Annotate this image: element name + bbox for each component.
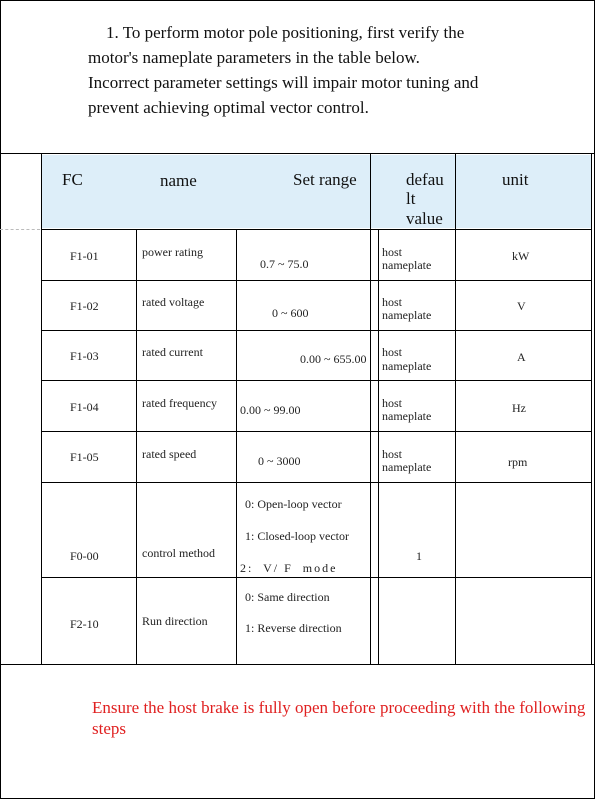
row-name: Run direction (142, 614, 208, 628)
header-bottom-border (41, 229, 591, 230)
row-range: 0 ~ 600 (272, 306, 309, 320)
row-divider (41, 577, 591, 578)
row-divider (41, 482, 591, 483)
row-default-line1: host (382, 447, 403, 461)
warning-note: Ensure the host brake is fully open before proceeding with the following steps (92, 698, 586, 738)
row-name: rated speed (142, 447, 197, 461)
row-default-line1: host (382, 245, 403, 259)
row-range-option: 0: Same direction (245, 590, 330, 604)
header-default-line3: value (406, 209, 443, 228)
header-default-line1: defau (406, 170, 444, 189)
row-range-option: 0: Open-loop vector (245, 497, 342, 511)
table-top-border (0, 153, 595, 154)
row-name: rated current (142, 345, 203, 359)
row-default-line1: host (382, 396, 403, 410)
row-unit: Hz (512, 401, 526, 415)
row-default-line1: host (382, 345, 403, 359)
row-range-option: 2: V/ F mode (240, 561, 338, 575)
row-fc: F1-01 (70, 249, 99, 263)
row-default: 1 (416, 549, 422, 563)
intro-paragraph: 1. To perform motor pole positioning, first verify the motor's nameplate parameters in the table below. Incorrect parameter settings will impair motor tuning and prevent achieving optimal vector control. (88, 23, 479, 117)
row-range-option: 1: Closed-loop vector (245, 529, 349, 543)
row-unit: rpm (508, 455, 528, 469)
row-fc: F1-05 (70, 450, 99, 464)
row-divider (41, 431, 591, 432)
dashed-guide (0, 229, 40, 230)
row-divider (41, 380, 591, 381)
row-fc: F1-02 (70, 299, 99, 313)
col-divider (136, 229, 137, 664)
row-default-line2: nameplate (382, 258, 432, 272)
table-header-background (41, 155, 591, 228)
table-bottom-border (0, 664, 595, 665)
row-fc: F2-10 (70, 617, 99, 631)
header-name: name (160, 171, 197, 190)
row-range: 0.00 ~ 655.00 (300, 352, 367, 366)
row-range-option: 1: Reverse direction (245, 621, 342, 635)
row-default-line2: nameplate (382, 308, 432, 322)
row-range: 0 ~ 3000 (258, 454, 301, 468)
row-name: power rating (142, 245, 203, 259)
row-default-line2: nameplate (382, 359, 432, 373)
row-range: 0.00 ~ 99.00 (240, 403, 301, 417)
row-range: 0.7 ~ 75.0 (260, 257, 309, 271)
header-set-range: Set range (293, 170, 357, 189)
col-divider (455, 153, 456, 664)
row-name: rated frequency (142, 396, 217, 410)
col-divider (591, 153, 592, 664)
row-name: rated voltage (142, 295, 205, 309)
header-default-line2: lt (406, 189, 416, 208)
row-unit: V (517, 299, 526, 313)
col-divider (236, 229, 237, 664)
header-unit: unit (502, 170, 529, 189)
row-fc: F1-04 (70, 400, 99, 414)
row-unit: kW (512, 249, 530, 263)
row-divider (41, 330, 591, 331)
row-name: control method (142, 546, 215, 560)
header-fc: FC (62, 170, 83, 189)
row-default-line2: nameplate (382, 460, 432, 474)
row-default-line2: nameplate (382, 409, 432, 423)
row-unit: A (517, 350, 526, 364)
col-divider (378, 229, 379, 664)
col-divider (370, 153, 371, 664)
col-divider (41, 153, 42, 664)
row-fc: F0-00 (70, 549, 99, 563)
row-fc: F1-03 (70, 349, 99, 363)
row-divider (41, 280, 591, 281)
row-default-line1: host (382, 295, 403, 309)
